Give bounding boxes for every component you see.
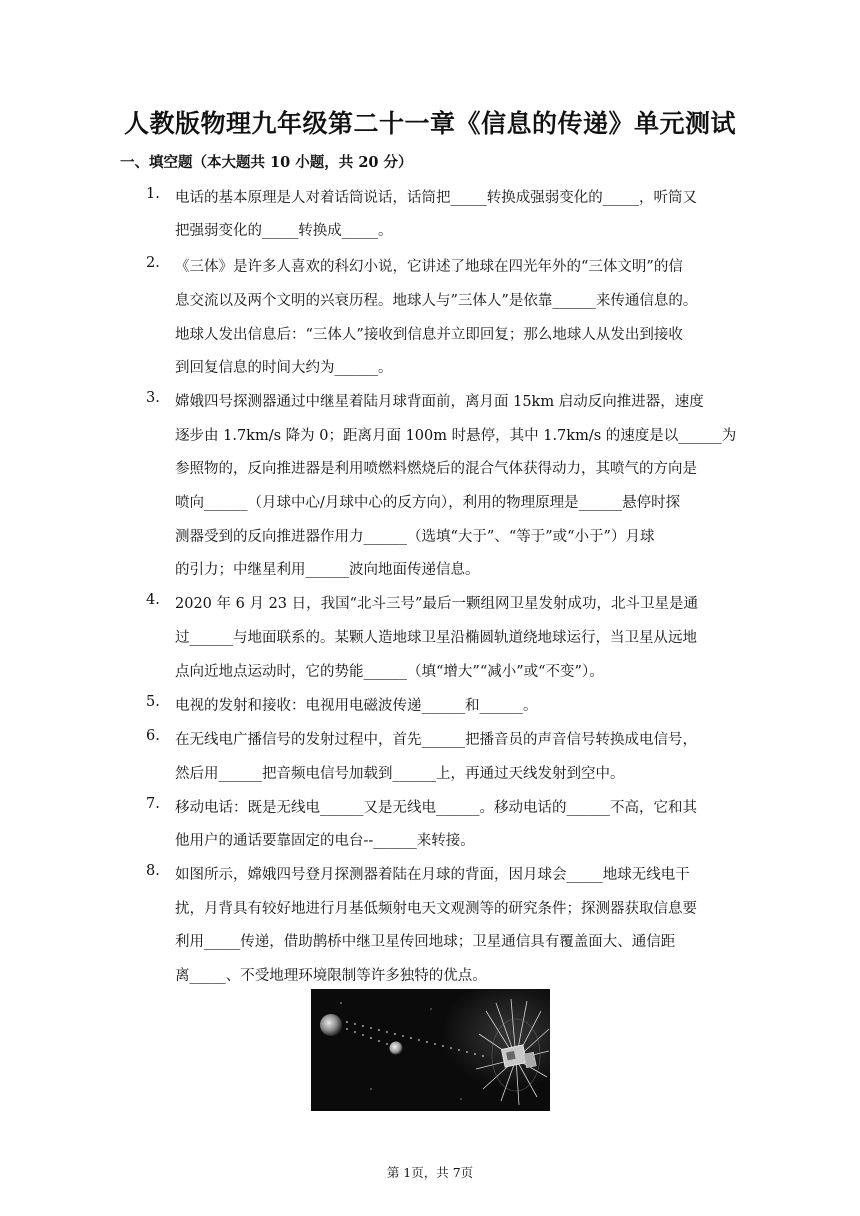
question-line: 2020 年 6 月 23 日，我国“北斗三号”最后一颗组网卫星发射成功，北斗卫星是通 <box>175 596 698 612</box>
question-line: 把强弱变化的_____转换成_____。 <box>175 223 393 239</box>
question-line: 到回复信息的时间大约为______。 <box>175 360 393 376</box>
question-line: 息交流以及两个文明的兴衰历程。地球人与”三体人”是依靠______来传通信息的。 <box>175 293 698 309</box>
question-number: 7. <box>146 796 160 812</box>
question-line: 喷向______（月球中心/月球中心的反方向），利用的物理原理是______悬停时探 <box>175 495 681 511</box>
question-line: 利用_____传递，借助鹊桥中继卫星传回地球；卫星通信具有覆盖面大、通信距 <box>175 934 676 950</box>
question-line: 点向近地点运动时，它的势能______（填“增大”“减小”或“不变”）。 <box>175 664 604 680</box>
question-line: 测器受到的反向推进器作用力______（选填“大于”、“等于”或“小于”）月球 <box>175 529 655 545</box>
question-line: 参照物的，反向推进器是利用喷燃料燃烧后的混合气体获得动力，其喷气的方向是 <box>175 461 697 477</box>
question-line: 的引力；中继星利用______波向地面传递信息。 <box>175 562 480 578</box>
question-line: 离_____、不受地理环境限制等许多独特的优点。 <box>175 968 487 984</box>
question-line: 逐步由 1.7km/s 降为 0；距离月面 100m 时悬停，其中 1.7km/s 的速度是以______为 <box>175 428 737 444</box>
page-footer: 第 1页，共 7页 <box>386 1165 474 1180</box>
question-line: 他用户的通话要靠固定的电台--______来转接。 <box>175 833 475 849</box>
section-heading: 一、填空题（本大题共 10 小题，共 20 分） <box>120 154 413 171</box>
question-number: 6. <box>146 728 160 744</box>
question-line: 过______与地面联系的。某颗人造地球卫星沿椭圆轨道绕地球运行，当卫星从远地 <box>175 630 697 646</box>
moon-icon <box>390 1042 403 1055</box>
question-number: 2. <box>146 255 160 271</box>
question-number: 8. <box>146 863 160 879</box>
question-number: 5. <box>146 694 160 710</box>
question-line: 移动电话：既是无线电______又是无线电______。移动电话的______不高，它和其 <box>175 800 697 816</box>
page-title: 人教版物理九年级第二十一章《信息的传递》单元测试 <box>123 109 736 138</box>
question-line: 《三体》是许多人喜欢的科幻小说，它讲述了地球在四光年外的“三体文明”的信 <box>175 259 683 275</box>
space-scene <box>311 989 550 1111</box>
question-number: 3. <box>146 390 160 406</box>
question-number: 1. <box>146 186 160 202</box>
question-line: 如图所示，嫦娥四号登月探测器着陆在月球的背面，因月球会_____地球无线电干 <box>175 867 690 883</box>
question-line: 然后用______把音频电信号加载到______上，再通过天线发射到空中。 <box>175 766 625 782</box>
question-line: 电话的基本原理是人对着话筒说话，话筒把_____转换成强弱变化的_____，听筒又 <box>175 190 697 206</box>
question-line: 嫦娥四号探测器通过中继星着陆月球背面前，离月面 15km 启动反向推进器，速度 <box>175 394 704 410</box>
question-line: 扰，月背具有较好地进行月基低频射电天文观测等的研究条件；探测器获取信息要 <box>175 901 697 917</box>
question-number: 4. <box>146 592 160 608</box>
question-line: 电视的发射和接收：电视用电磁波传递______和______。 <box>175 698 538 714</box>
earth-icon <box>320 1014 342 1036</box>
question-line: 在无线电广播信号的发射过程中，首先______把播音员的声音信号转换成电信号， <box>175 732 697 748</box>
relay-satellite-illustration <box>311 989 550 1111</box>
question-line: 地球人发出信息后：“三体人”接收到信息并立即回复；那么地球人从发出到接收 <box>175 327 683 343</box>
